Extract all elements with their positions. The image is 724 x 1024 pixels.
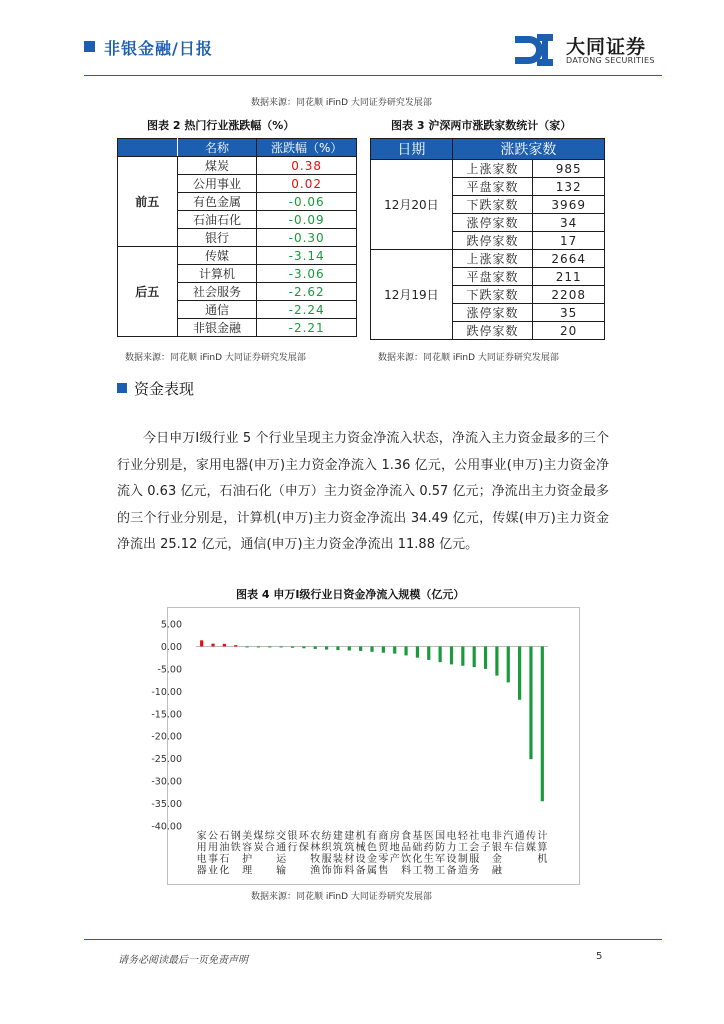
y-tick-label: -30.00 (151, 776, 182, 788)
table2-row-name: 计算机 (177, 265, 257, 283)
table3-row-label: 跌停家数 (452, 232, 533, 250)
x-tick-label: 国防军工 (435, 831, 446, 877)
table2-row-name: 非银金融 (177, 319, 257, 337)
x-tick-label: 计算机 (537, 831, 548, 865)
table2-row-value: -0.30 (257, 229, 357, 247)
bar (302, 646, 305, 648)
y-tick-label: -20.00 (151, 731, 182, 743)
logo-icon (515, 34, 553, 66)
bar (246, 646, 249, 647)
bar (541, 646, 544, 801)
bar (280, 646, 283, 647)
x-tick-label: 环保 (298, 831, 309, 854)
table2-row-value: -3.14 (257, 247, 357, 265)
table3-row-value: 985 (533, 160, 605, 178)
table2-header-change: 涨跌幅（%） (257, 139, 357, 157)
logo-name-cn: 大同证券 (566, 36, 647, 58)
bar (404, 646, 407, 655)
bar (370, 646, 373, 651)
x-tick-label: 钢铁 (230, 831, 241, 854)
table3-row-label: 上涨家数 (452, 250, 533, 268)
y-tick-label: -10.00 (151, 686, 182, 698)
chart-frame (151, 607, 580, 885)
table3-row-label: 下跌家数 (452, 286, 533, 304)
table2-row-name: 石油石化 (177, 211, 257, 229)
bar (507, 646, 510, 682)
table3-date-cell: 12月19日 (371, 250, 453, 340)
page-title: 非银金融/日报 (104, 39, 213, 58)
table2-row-name: 通信 (177, 301, 257, 319)
table3-row-value: 17 (533, 232, 605, 250)
table3-row-value: 35 (533, 304, 605, 322)
table3-row-value: 3969 (533, 196, 605, 214)
bar (200, 640, 203, 646)
x-tick-label: 房地产 (389, 831, 400, 865)
table2-row-name: 传媒 (177, 247, 257, 265)
table2-row-name: 公用事业 (177, 175, 257, 193)
table2-row-value: -2.21 (257, 319, 357, 337)
table3-row-value: 211 (533, 268, 605, 286)
table3-header-date: 日期 (371, 139, 453, 160)
table2-row-value: -2.62 (257, 283, 357, 301)
table2-row-name: 煤炭 (177, 157, 257, 175)
x-tick-label: 商贸零售 (378, 831, 389, 877)
logo-name-en: DATONG SECURITIES (566, 56, 655, 65)
bar (359, 646, 362, 650)
x-tick-label: 轻工制造 (457, 831, 468, 877)
x-tick-label: 综合 (264, 831, 275, 854)
bar (473, 646, 476, 667)
bar (529, 646, 532, 759)
bar (518, 646, 521, 699)
table2-header-name: 名称 (177, 139, 257, 157)
table2-row-value: 0.02 (257, 175, 357, 193)
chart4-source-note: 数据来源：同花顺 iFinD 大同证券研究发展部 (251, 892, 432, 902)
table3-row-value: 34 (533, 214, 605, 232)
bar (325, 646, 328, 649)
bar (314, 646, 317, 648)
y-tick-label: -25.00 (151, 754, 182, 766)
bar (291, 646, 294, 647)
fund-flow-paragraph: 今日申万Ⅰ级行业 5 个行业呈现主力资金净流入状态，净流入主力资金最多的三个行业分别是，家用电器(申万)主力资金净流入 1.36 亿元，公用事业(申万)主力资金净流入 0.63 亿元，石油石化（申万）主力资金净流入 0.57 亿元；净流出主力资金最多的三个行业分别是，计算机(申万)主力资金净流出 34.49 亿元，传媒(申万)主力资金净流出 25.12 亿元，通信(申万)主力资金净流出 11.88 亿元。 (117, 431, 609, 552)
bar (439, 646, 442, 662)
x-tick-label: 电力设备 (446, 831, 457, 877)
table3-header-stat: 涨跌家数 (452, 139, 604, 160)
section-marker (117, 383, 127, 393)
x-tick-label: 建筑装饰 (332, 831, 343, 877)
x-tick-label: 纺织服饰 (321, 831, 332, 877)
table2-row-name: 银行 (177, 229, 257, 247)
bar (382, 646, 385, 652)
bar (484, 646, 487, 668)
y-tick-label: -5.00 (157, 664, 182, 676)
table2-row-value: -0.06 (257, 193, 357, 211)
table2-caption: 图表 2 热门行业涨跌幅（%） (147, 119, 295, 132)
market-breadth-table (370, 138, 605, 340)
table2-row-value: -0.09 (257, 211, 357, 229)
table2-header-blank (118, 139, 178, 157)
y-tick-label: 5.00 (160, 619, 182, 631)
footer-divider (84, 939, 662, 940)
top-source-note: 数据来源：同花顺 iFinD 大同证券研究发展部 (251, 98, 432, 108)
x-tick-label: 通信 (514, 831, 525, 854)
bar (268, 646, 271, 647)
x-tick-label: 社会服务 (469, 831, 480, 877)
x-tick-label: 基础化工 (412, 831, 423, 877)
bar (495, 646, 498, 675)
industry-change-table (117, 138, 357, 337)
table3-row-label: 平盘家数 (452, 268, 533, 286)
bar (427, 646, 430, 659)
table3-row-label: 涨停家数 (452, 214, 533, 232)
section-title: 资金表现 (134, 380, 195, 398)
bar (336, 646, 339, 650)
table3-row-value: 20 (533, 322, 605, 340)
chart4-caption: 图表 4 申万Ⅰ级行业日资金净流入规模（亿元） (236, 588, 465, 601)
y-tick-label: 0.00 (160, 641, 182, 653)
table2-row-value: -3.06 (257, 265, 357, 283)
table3-row-value: 2664 (533, 250, 605, 268)
x-tick-label: 交通运输 (276, 831, 287, 877)
x-tick-label: 美容护理 (242, 831, 253, 877)
y-tick-label: -40.00 (151, 821, 182, 833)
table3-source-note: 数据来源：同花顺 iFinD 大同证券研究发展部 (378, 353, 559, 363)
page-number: 5 (596, 951, 603, 962)
table3-row-value: 2208 (533, 286, 605, 304)
table2-row-name: 有色金属 (177, 193, 257, 211)
bar (234, 645, 237, 646)
table2-group-top5: 前五 (118, 157, 178, 247)
x-tick-label: 银行 (287, 831, 298, 854)
y-tick-label: -35.00 (151, 799, 182, 811)
x-tick-label: 食品饮料 (401, 831, 412, 877)
x-tick-label: 有色金属 (367, 831, 377, 877)
header-marker (84, 41, 95, 52)
x-tick-label: 石油石化 (219, 831, 230, 877)
x-tick-label: 公用事业 (208, 831, 219, 877)
bar (211, 644, 214, 647)
x-tick-label: 机械设备 (355, 831, 366, 877)
x-tick-label: 汽车 (503, 831, 514, 854)
bar (257, 646, 260, 647)
table2-row-name: 社会服务 (177, 283, 257, 301)
table2-row-value: -2.24 (257, 301, 357, 319)
table3-row-label: 上涨家数 (452, 160, 533, 178)
table2-row-value: 0.38 (257, 157, 357, 175)
bar (348, 646, 351, 650)
x-tick-label: 家用电器 (196, 831, 207, 877)
fund-flow-bar-chart (151, 608, 581, 886)
bar (393, 646, 396, 653)
table3-row-label: 下跌家数 (452, 196, 533, 214)
x-tick-label: 电子 (480, 831, 491, 854)
table3-row-label: 涨停家数 (452, 304, 533, 322)
header-divider (84, 75, 662, 76)
bar (461, 646, 464, 665)
bar (450, 646, 453, 664)
x-tick-label: 农林牧渔 (310, 831, 321, 877)
x-tick-label: 传媒 (525, 831, 536, 854)
table3-row-value: 132 (533, 178, 605, 196)
table3-caption: 图表 3 沪深两市涨跌家数统计（家） (391, 119, 572, 132)
bar (223, 644, 226, 647)
table2-group-bottom5: 后五 (118, 247, 178, 337)
footer-disclaimer: 请务必阅读最后一页免责声明 (118, 955, 248, 966)
x-tick-label: 非银金融 (491, 831, 502, 877)
bar (416, 646, 419, 657)
x-tick-label: 煤炭 (253, 831, 264, 854)
table2-source-note: 数据来源：同花顺 iFinD 大同证券研究发展部 (125, 353, 306, 363)
table3-date-cell: 12月20日 (371, 160, 453, 250)
table3-row-label: 平盘家数 (452, 178, 533, 196)
x-tick-label: 建筑材料 (344, 831, 355, 877)
x-tick-label: 医药生物 (423, 831, 434, 877)
table3-row-label: 跌停家数 (452, 322, 533, 340)
y-tick-label: -15.00 (151, 709, 182, 721)
